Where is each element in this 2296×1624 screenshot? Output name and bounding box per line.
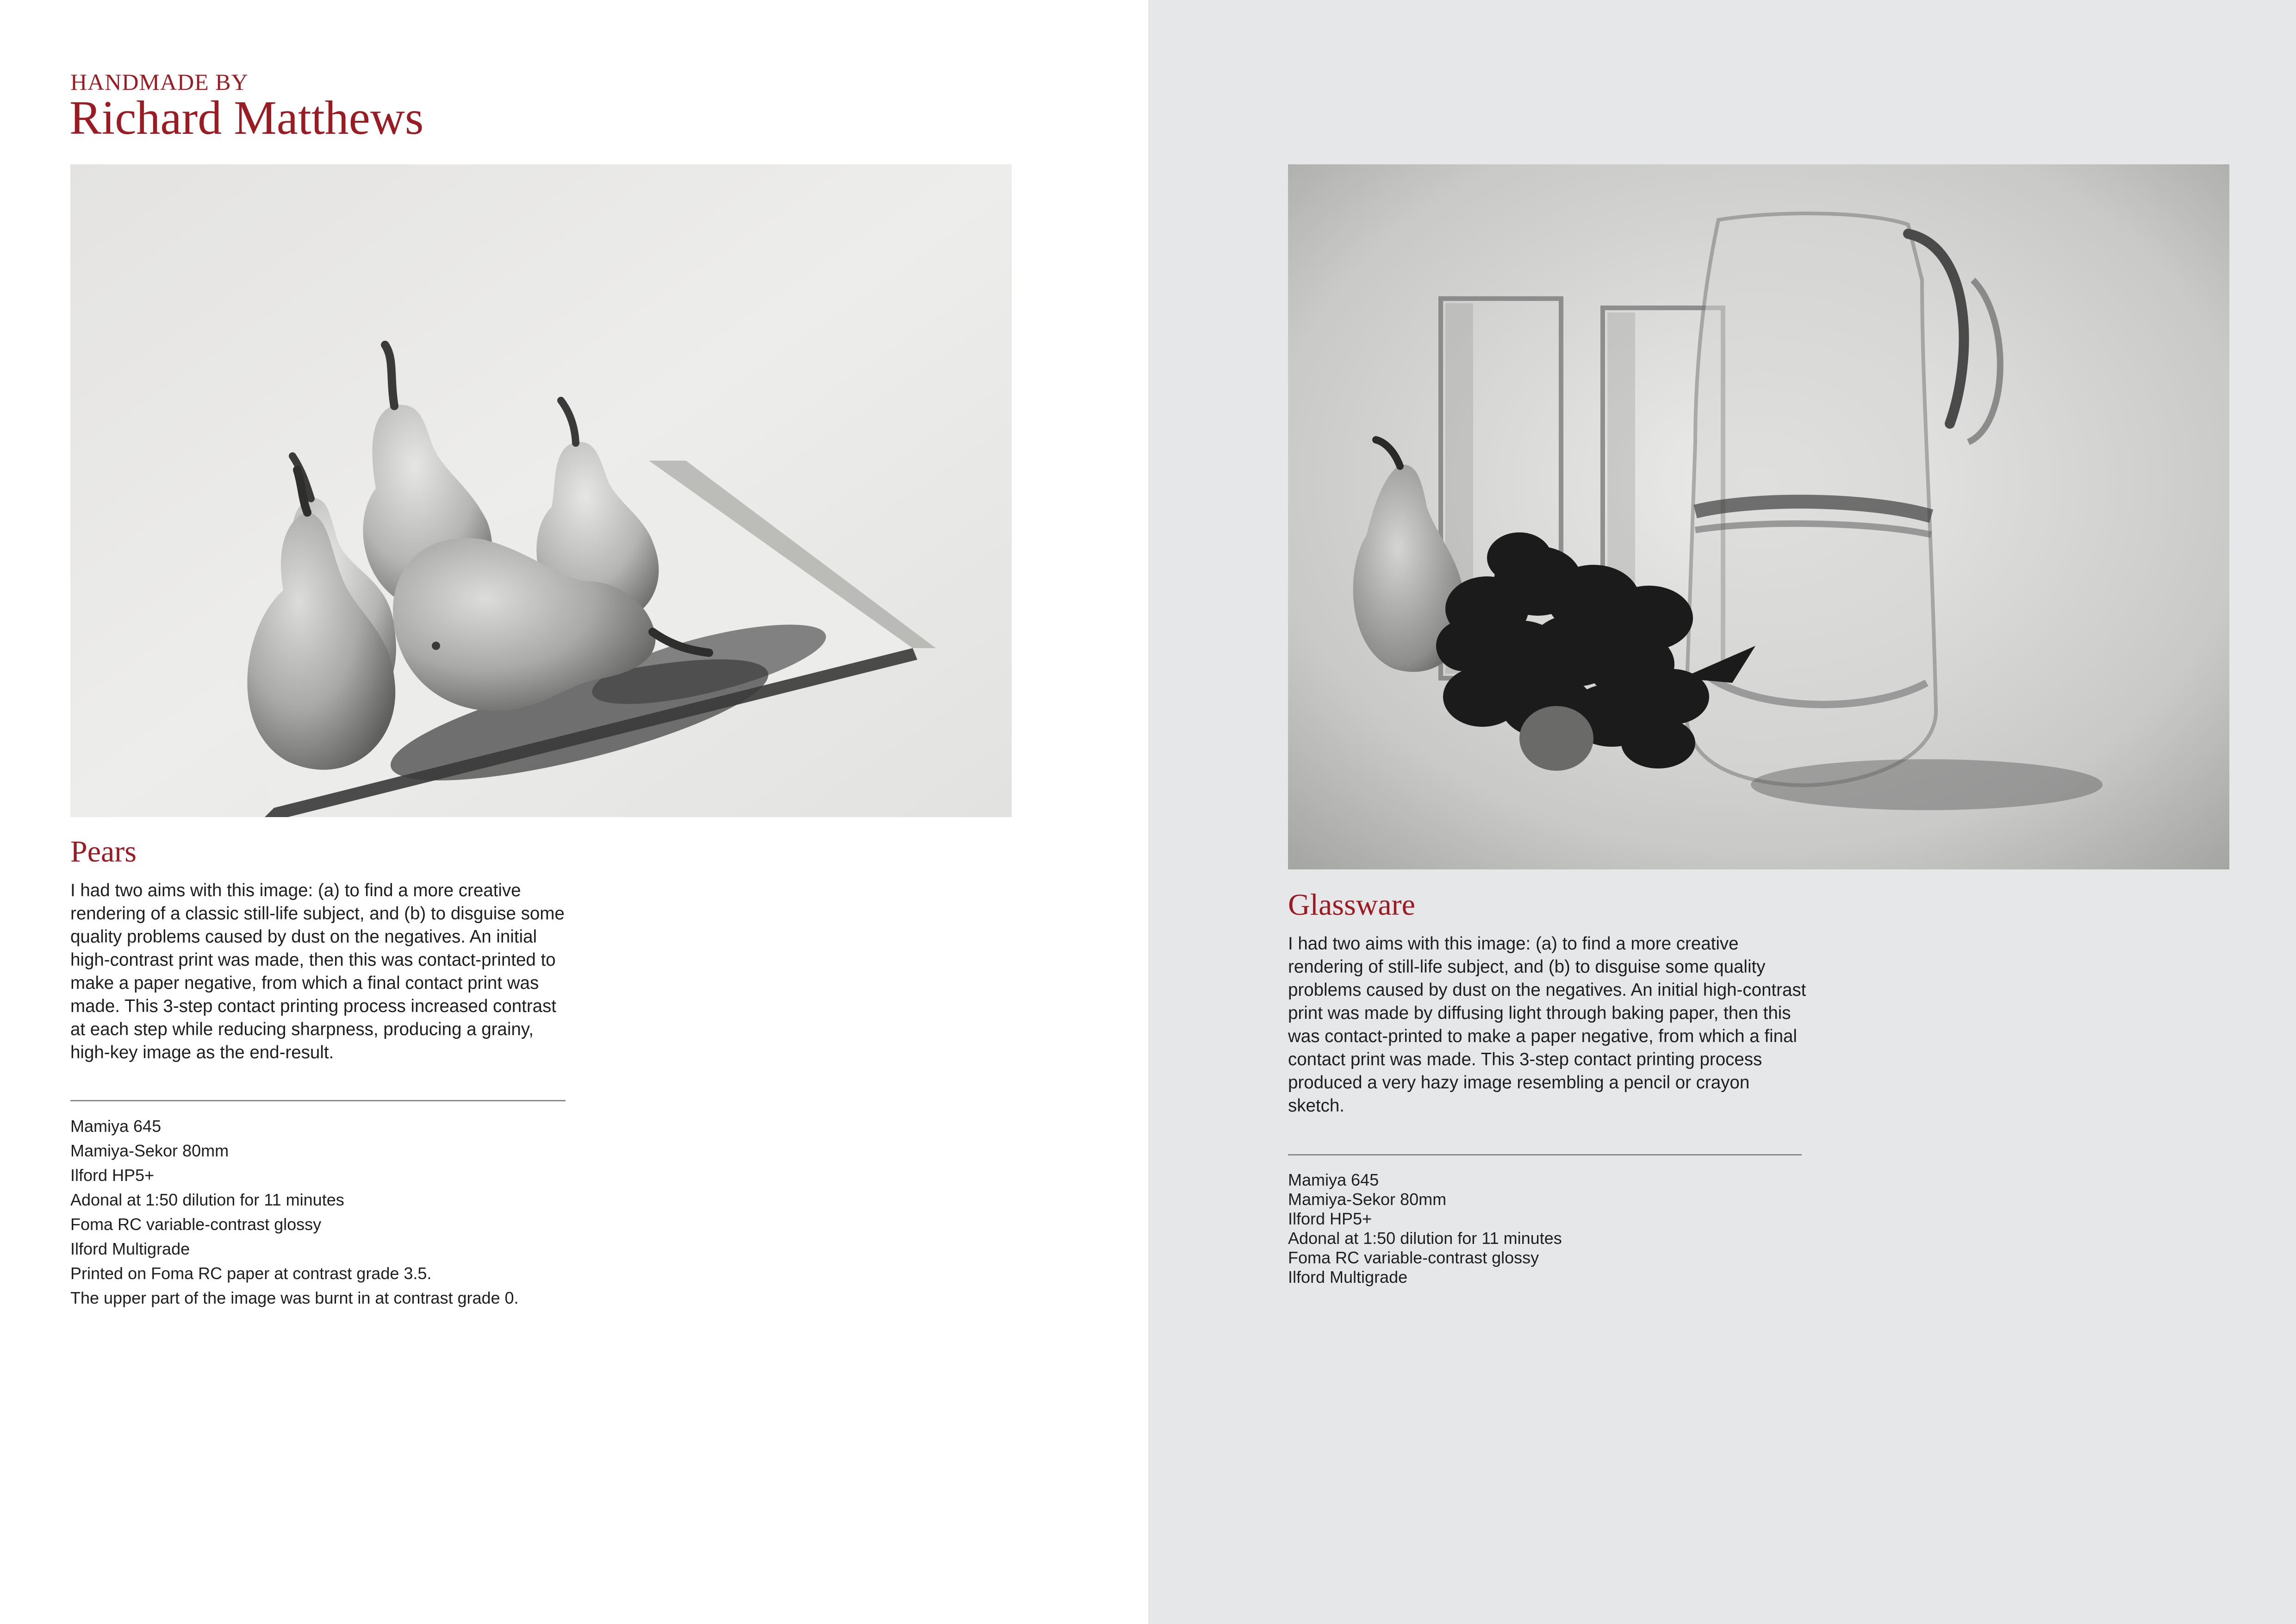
- spec-item: Mamiya 645: [1288, 1170, 1379, 1189]
- spec-item: Foma RC variable-contrast glossy: [70, 1215, 322, 1234]
- spec-item: The upper part of the image was burnt in at contrast grade 0.: [70, 1288, 519, 1307]
- spec-item: Mamiya 645: [70, 1117, 162, 1136]
- spec-item: Printed on Foma RC paper at contrast grade 3.5.: [70, 1264, 432, 1283]
- left-specs-list: [70, 1117, 570, 1313]
- right-article-title: Glassware: [1288, 888, 1415, 922]
- left-divider: [70, 1100, 566, 1101]
- glassware-photo: [1288, 164, 2229, 869]
- kicker: HANDMADE BY: [70, 69, 249, 95]
- spec-item: Mamiya-Sekor 80mm: [70, 1141, 229, 1160]
- spec-item: Ilford HP5+: [70, 1166, 155, 1185]
- author-name: Richard Matthews: [69, 91, 424, 144]
- left-article-description: I had two aims with this image: (a) to find a more creative rendering of a classic still-life subject, and (b) to disguise some quality problems caused by dust on the negatives. An initial high-contrast print was made, then this was contact-printed to make a paper negative, from which a final contact print was made. This 3-step contact printing process increased contrast at each step while reducing sharpness, producing a grainy, high-key image as the end-result.: [70, 881, 565, 1062]
- spec-item: Adonal at 1:50 dilution for 11 minutes: [1288, 1229, 1562, 1248]
- right-article-description: I had two aims with this image: (a) to find a more creative rendering of still-life subject, and (b) to disguise some quality problems caused by dust on the negatives. An initial high-contrast print was made by diffusing light through baking paper, then this was contact-printed to make a paper negative, from which a final contact print was made. This 3-step contact printing process produced a very hazy image resembling a pencil or crayon sketch.: [1288, 934, 1806, 1116]
- left-article-title: Pears: [70, 835, 137, 868]
- right-divider: [1288, 1154, 1802, 1156]
- pears-photo: [70, 164, 1012, 817]
- spec-item: Ilford Multigrade: [1288, 1268, 1408, 1287]
- spec-item: Mamiya-Sekor 80mm: [1288, 1190, 1447, 1209]
- spec-item: Adonal at 1:50 dilution for 11 minutes: [70, 1190, 344, 1209]
- spec-item: Ilford Multigrade: [70, 1239, 190, 1258]
- right-specs-list: [1288, 1170, 1806, 1287]
- spec-item: Ilford HP5+: [1288, 1209, 1372, 1228]
- spec-item: Foma RC variable-contrast glossy: [1288, 1248, 1539, 1267]
